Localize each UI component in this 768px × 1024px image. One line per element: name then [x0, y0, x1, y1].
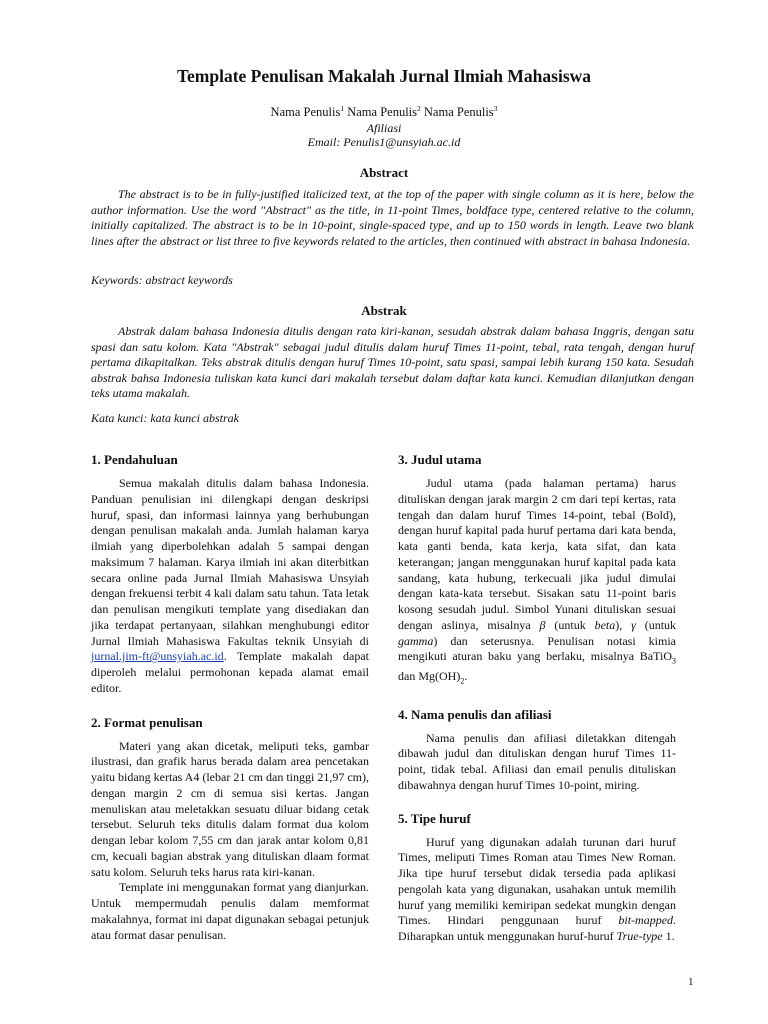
beta-symbol: β: [539, 617, 546, 632]
abstract-heading: Abstract: [359, 165, 409, 180]
body-text: ),: [615, 617, 623, 632]
section-heading-nama-penulis: 4. Nama penulis dan afiliasi: [398, 706, 552, 722]
author-line: [0, 104, 768, 120]
author-sup: 1: [340, 104, 345, 113]
subscript: 3: [672, 656, 676, 666]
editor-email-link[interactable]: jurnal.jim-ft@unsyiah.ac.id: [91, 649, 224, 664]
body-text: . Diharapkan untuk menggunakan huruf-huruf: [398, 913, 677, 944]
body-text: . Template makalah dapat diperoleh melalui permohonan kepada alamat email editor.: [91, 649, 369, 695]
keywords: Keywords: abstract keywords: [91, 273, 233, 287]
section-text-judul: [398, 476, 676, 690]
abstract-text: The abstract is to be in fully-justified italicized text, at the top of the paper with single column as it is here, below the author information. Use the word "Abstract" as the title, in 11-point Times, boldface type, centered relative to the column, initially capitalized. The abstract is to be in 10-point, single-spaced type, and up to 150 words in length. Leave two blank lines after the abstract or list three to five keywords related to the articles, then continued with abstract in bahasa Indonesia.: [91, 187, 694, 248]
section-text-format-p1: Materi yang akan dicetak, meliputi teks, gambar ilustrasi, dan grafik harus berada dalam area pencetakan yaitu bidang kertas A4 (lebar 21 cm dan tinggi 21,97 cm), dengan margin 2 cm di semua sisi kertas. Jangan menuliskan atau meletakkan sesuatu diluar bidang cetak tersebut. Seluruh teks ditulis dalam format dua kolom dengan lebar kolom 7,55 cm dan jarak antar kolom 0,81 cm, kecuali bagian abstrak yang dituliskan dlaam format satu kolom. Seluruh teks harus rata kiri-kanan.: [91, 738, 369, 879]
author-sup: 3: [493, 104, 498, 113]
paper-title: Template Penulisan Makalah Jurnal Ilmiah Mahasiswa: [176, 66, 592, 86]
italic-term: bit-mapped: [618, 913, 674, 928]
author-name: Nama Penulis: [270, 105, 341, 120]
right-column: [398, 452, 676, 945]
author-name: Nama Penulis: [423, 105, 494, 120]
section-heading-judul: 3. Judul utama: [398, 452, 482, 467]
body-text: 1.: [665, 929, 675, 944]
italic-term: True-type: [616, 929, 663, 944]
body-text: Semua makalah ditulis dalam bahasa Indonesia. Panduan penulisian ini dilengkapi dengan deskripsi huruf, spasi, dan informasi lainnya yang berhubungan dengan penulisan makalah anda. Jumlah halaman karya ilmiah yang diperbolehkan adalah 5 sampai dengan maksimum 7 halaman. Karya ilmiah ini akan diterbitkan secara online pada Jurnal Ilmiah Mahasiswa Unsyiah dengan frekuensi terbit 4 kali dalam satu tahun. Tata letak dan penulisan mengikuti template yang disediakan dan jika terdapat pertanyaan, silahkan menghubungi editor Jurnal Ilmiah Mahasiswa Fakultas teknik Unsyiah di: [91, 476, 369, 648]
section-text-format-p2: Template ini menggunakan format yang dianjurkan. Untuk mempermudah penulis dalam memformat makalahnya, format ini dapat digunakan sebagai petunjuk atau format dasar penulisan.: [91, 880, 369, 942]
body-text: Huruf yang digunakan adalah turunan dari huruf Times, meliputi Times Roman atau Times New Roman. Jika tipe huruf tersebut didak tersedia pada aplikasi pengolah kata yang digunakan, usahakan untuk memilih huruf yang memiliki kemiripan sedekat mungkin dengan Times. Hindari penggunaan huruf: [398, 834, 676, 928]
gamma-word: gamma: [398, 633, 434, 648]
body-text: ) dan seterusnya. Penulisan notasi kimia mengikuti aturan baku yang berlaku, misalnya BaTiO: [398, 633, 676, 664]
section-heading-pendahuluan: 1. Pendahuluan: [91, 452, 178, 467]
affiliation: Afiliasi: [366, 121, 402, 135]
beta-word: beta: [594, 617, 616, 632]
subscript: 2: [460, 676, 465, 686]
section-text-tipe-huruf: [398, 835, 676, 945]
section-text-nama-penulis: Nama penulis dan afiliasi diletakkan ditengah dibawah judul dan dituliskan dengan huruf Times 11-point, tidak tebal. Afiliasi dan email penulis dituliskan dibawahnya dengan huruf Times 10-point, miring.: [398, 730, 676, 792]
body-text: (untuk: [554, 617, 586, 632]
author-name: Nama Penulis: [347, 105, 418, 120]
body-text: Judul utama (pada halaman pertama) harus dituliskan dengan jarak margin 2 cm dari tepi kertas, rata tengah dan dalam huruf Times 14-point, tebal (Bold), dengan huruf kapital pada huruf pertama dari kata benda, kata ganti benda, kata kerja, kata sifat, dan kata keterangan; jangan menggunakan huruf kapital pada kata sandang, kata hubung, terkecuali jika judul dimulai dengan kata-kata tersebut. Sisakan satu 11-point baris kosong sesudah judul. Simbol Yunani dituliskan sesuai dengan aslinya, misalnya: [398, 476, 676, 632]
section-text-pendahuluan: [91, 476, 369, 697]
gamma-symbol: γ: [631, 617, 636, 632]
section-heading-tipe-huruf: 5. Tipe huruf: [398, 810, 471, 826]
author-email: Email: Penulis1@unsyiah.ac.id: [307, 135, 461, 149]
body-text: dan Mg(OH): [398, 669, 461, 684]
left-column: [91, 452, 369, 943]
kata-kunci: Kata kunci: kata kunci abstrak: [91, 411, 239, 425]
body-text: .: [464, 669, 468, 684]
author-sup: 2: [417, 104, 421, 113]
section-heading-format: 2. Format penulisan: [91, 714, 203, 730]
body-text: (untuk: [644, 617, 677, 632]
page-number: 1: [688, 976, 694, 988]
abstrak-heading: Abstrak: [361, 303, 407, 318]
abstrak-text: Abstrak dalam bahasa Indonesia ditulis dengan rata kiri-kanan, sesudah abstrak dalam bahasa Inggris, dengan satu spasi dan satu kolom. Kata "Abstrak" sebagai judul ditulis dalam huruf Times 11-point, tebal, rata tengah, dengan huruf pertama dikapitalkan. Teks abstrak ditulis dengan huruf Times 10-point, satu spasi, sampai lebih kurang 150 kata. Sesudah abstrak bahsa Indonesia tuliskan kata kunci dari makalah tersebut dalam daftar kata kunci. Kemudian dilanjutkan dengan teks utama makalah.: [91, 324, 694, 401]
